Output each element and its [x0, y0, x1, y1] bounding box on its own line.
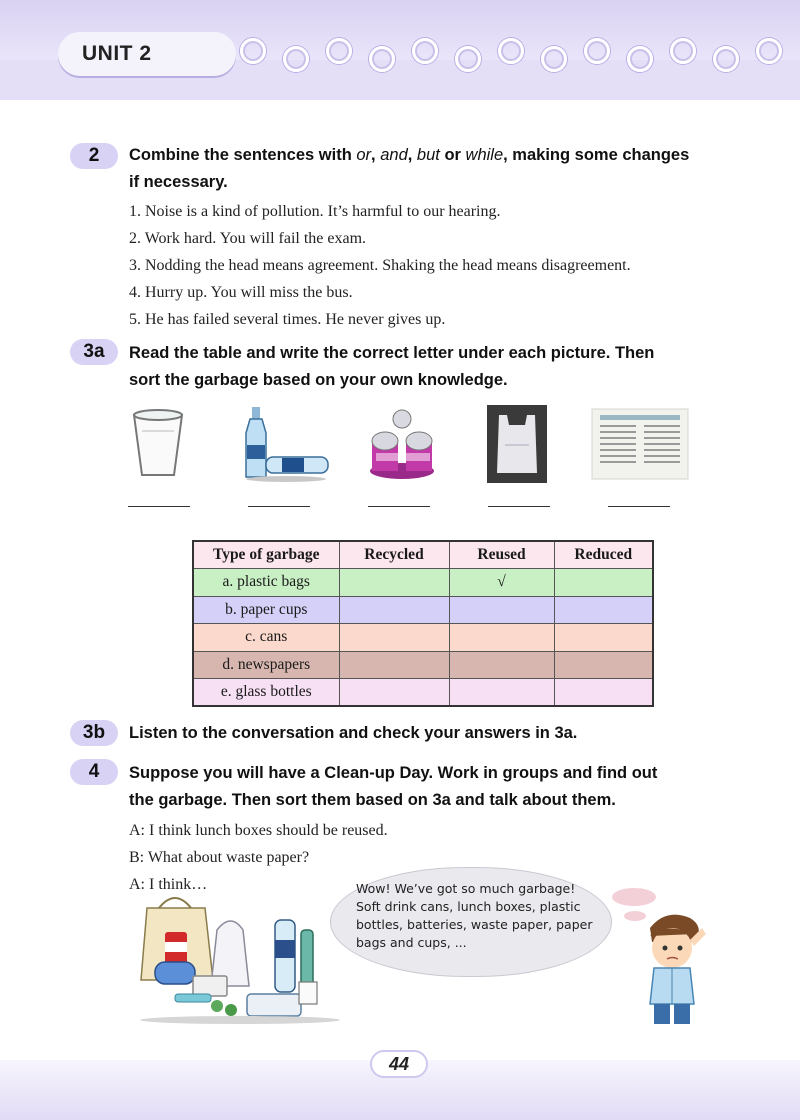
page-number-badge: [370, 1050, 428, 1078]
speech-bubble-text: Wow! We’ve got so much garbage! Soft drink cans, lunch boxes, plastic bottles, batteries, waste paper, paper bags and cups, ...: [356, 881, 593, 950]
reduced-cell[interactable]: [554, 679, 653, 707]
instr-text: if necessary.: [129, 173, 228, 191]
section-3a-badge: 3a: [70, 339, 118, 365]
table-row: [193, 651, 653, 679]
ring-icon: [584, 38, 610, 64]
type-cell: b. paper cups: [193, 596, 339, 624]
answer-line-4[interactable]: [488, 506, 550, 507]
thinking-boy-illustration: [636, 908, 712, 1028]
instr-text: ,: [407, 146, 417, 164]
glass-bottles-picture: [238, 405, 330, 483]
recycled-cell[interactable]: [339, 596, 449, 624]
instr-word-and: and: [380, 146, 408, 164]
exercise-item: 2. Work hard. You will fail the exam.: [129, 230, 367, 247]
instr-text: ,: [371, 146, 381, 164]
reused-cell[interactable]: √: [449, 569, 554, 597]
reduced-cell[interactable]: [554, 651, 653, 679]
ring-icon: [455, 46, 481, 72]
newspaper-picture: [590, 405, 690, 483]
recycled-cell[interactable]: [339, 651, 449, 679]
section-2-badge: 2: [70, 143, 118, 169]
recycled-cell[interactable]: [339, 624, 449, 652]
instr-word-or: or: [356, 146, 372, 164]
ring-icon: [713, 46, 739, 72]
paper-cup-picture: [128, 405, 188, 483]
ring-icon: [498, 38, 524, 64]
instr-text: , making some changes: [503, 146, 690, 164]
answer-line-2[interactable]: [248, 506, 310, 507]
instr-word-but: but: [416, 146, 440, 164]
header-reused: Reused: [449, 541, 554, 569]
instr-text: the garbage. Then sort them based on 3a and talk about them.: [129, 791, 616, 809]
dialogue-line: A: I think…: [129, 876, 208, 893]
garbage-pile-illustration: [135, 890, 345, 1025]
reduced-cell[interactable]: [554, 596, 653, 624]
ring-icon: [756, 38, 782, 64]
section-3b-instruction: Listen to the conversation and check your answers in 3a.: [129, 724, 578, 742]
exercise-item: 5. He has failed several times. He never gives up.: [129, 311, 446, 328]
dialogue-line: A: I think lunch boxes should be reused.: [129, 822, 388, 839]
type-cell: a. plastic bags: [193, 569, 339, 597]
section-4-instruction: [129, 760, 729, 814]
reduced-cell[interactable]: [554, 569, 653, 597]
ring-icon: [670, 38, 696, 64]
exercise-item: 1. Noise is a kind of pollution. It’s harmful to our hearing.: [129, 203, 501, 220]
answer-line-3[interactable]: [368, 506, 430, 507]
page-number: 44: [388, 1054, 410, 1074]
recycled-cell[interactable]: [339, 679, 449, 707]
answer-line-1[interactable]: [128, 506, 190, 507]
reused-cell[interactable]: [449, 624, 554, 652]
dialogue-line: B: What about waste paper?: [129, 849, 310, 866]
ring-icon: [369, 46, 395, 72]
ring-icon: [412, 38, 438, 64]
recycled-cell[interactable]: [339, 569, 449, 597]
answer-line-5[interactable]: [608, 506, 670, 507]
header-reduced: Reduced: [554, 541, 653, 569]
header-recycled: Recycled: [339, 541, 449, 569]
section-3b-badge: 3b: [70, 720, 118, 746]
section-3a-instruction: [129, 340, 729, 394]
table-header-row: [193, 541, 653, 569]
table-row: [193, 624, 653, 652]
instr-text: Combine the sentences with: [129, 146, 357, 164]
instr-text: or: [439, 146, 466, 164]
plastic-bag-picture: [487, 405, 547, 483]
reduced-cell[interactable]: [554, 624, 653, 652]
reused-cell[interactable]: [449, 679, 554, 707]
section-4-badge: 4: [70, 759, 118, 785]
instr-text: sort the garbage based on your own knowledge.: [129, 371, 508, 389]
section-2-instruction: [129, 142, 729, 196]
cans-picture: [366, 405, 438, 483]
unit-title: UNIT 2: [82, 42, 152, 65]
instr-text: Suppose you will have a Clean-up Day. Work in groups and find out: [129, 764, 658, 782]
type-cell: c. cans: [193, 624, 339, 652]
table-row: [193, 569, 653, 597]
decorative-rings: [240, 36, 800, 76]
garbage-table: [192, 540, 654, 707]
ring-icon: [326, 38, 352, 64]
ring-icon: [283, 46, 309, 72]
type-cell: d. newspapers: [193, 651, 339, 679]
ring-icon: [541, 46, 567, 72]
instr-text: Read the table and write the correct letter under each picture. Then: [129, 344, 655, 362]
reused-cell[interactable]: [449, 651, 554, 679]
table-row: [193, 679, 653, 707]
exercise-item: 4. Hurry up. You will miss the bus.: [129, 284, 353, 301]
reused-cell[interactable]: [449, 596, 554, 624]
type-cell: e. glass bottles: [193, 679, 339, 707]
instr-word-while: while: [465, 146, 504, 164]
ring-icon: [240, 38, 266, 64]
bubble-tail: [612, 888, 656, 906]
table-row: [193, 596, 653, 624]
ring-icon: [627, 46, 653, 72]
header-type: Type of garbage: [193, 541, 339, 569]
exercise-item: 3. Nodding the head means agreement. Shaking the head means disagreement.: [129, 257, 631, 274]
